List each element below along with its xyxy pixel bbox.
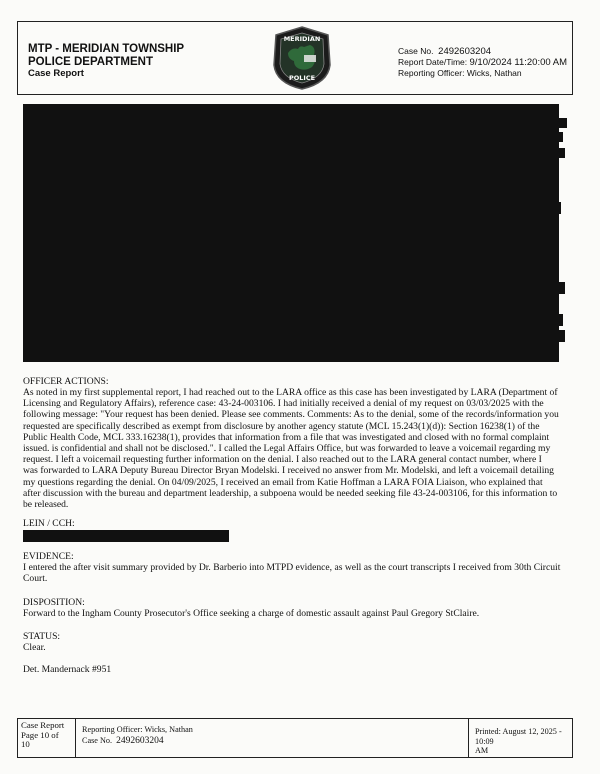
officer-actions-line: my questions regarding the denial. On 04/09/2025, I received an email from Katie Hoffman a LARA FOIA Liaison, who explained that [23, 476, 543, 488]
officer-actions-line: was forwarded to LARA Deputy Bureau Director Bryan Modelski. I received no answer from Mr. Modelski, and left a voicemail detailing [23, 465, 554, 477]
evidence-text [23, 562, 568, 584]
lein-label: LEIN / CCH: [23, 518, 75, 529]
officer-actions-line: As noted in my first supplemental report, I had reached out to the LARA office as this case has been investigated by LARA (Department of [23, 387, 558, 398]
officer-actions-label: OFFICER ACTIONS: [23, 376, 109, 387]
footer-doc-type: Case Report [21, 720, 65, 730]
police-badge-logo [270, 25, 334, 91]
evidence-label: EVIDENCE: [23, 551, 74, 562]
reporting-officer-label: Reporting Officer: [398, 68, 465, 78]
footer-printed-cell [469, 719, 573, 757]
footer-case-no-label: Case No. [82, 735, 113, 745]
report-datetime-label: Report Date/Time: [398, 57, 468, 67]
officer-actions-text [23, 387, 568, 510]
status-text: Clear. [23, 642, 46, 653]
badge-bottom-text: POLICE [288, 74, 316, 82]
footer-officer-value: Wicks, Nathan [144, 725, 193, 734]
footer-page-line-1: Page 10 of [21, 729, 59, 740]
signature: Det. Mandernack #951 [23, 664, 112, 675]
officer-actions-line: after discussion with the bureau and department leadership, a subpoena would be needed seeking file 43-24-003106, for this information to [23, 487, 558, 499]
report-body [23, 104, 573, 709]
footer-officer-cell [76, 719, 469, 757]
officer-actions-line: request. I left a voicemail requesting further information on the denial. I also reached out to the LARA general contact number, where I [23, 454, 542, 466]
badge-top-text: MERIDIAN [283, 35, 321, 43]
officer-actions-line: following message: "Your request has been denied. Please see comments. Comments: As to the denial, some of the records/information you [23, 409, 559, 421]
footer-page-line-2: 10 [21, 739, 30, 749]
footer-page-cell [18, 719, 76, 757]
agency-line-1: MTP - MERIDIAN TOWNSHIP [28, 43, 185, 55]
lein-redaction-bar [23, 530, 229, 542]
report-header [17, 21, 573, 95]
officer-actions-line: Public Health Code, MCL 333.16238(1), provides that information from a file that was investigated and closed with no formal complaint [23, 431, 550, 443]
disposition-text: Forward to the Ingham County Prosecutor's Office seeking a charge of domestic assault against Paul Gregory StClaire. [23, 608, 480, 619]
reporting-officer-value: Wicks, Nathan [466, 68, 522, 78]
agency-block [28, 43, 184, 81]
officer-actions-line: be released. [23, 499, 69, 511]
footer-printed-label: Printed: [475, 727, 501, 736]
evidence-line: Court. [23, 573, 48, 585]
officer-actions-line: issued. is confidential and shall not be disclosed.". I called the Legal Affairs Office, but was forwarded to leave a voicemail regarding my [23, 443, 551, 455]
case-meta [398, 46, 567, 79]
disposition-label: DISPOSITION: [23, 597, 85, 608]
status-label: STATUS: [23, 631, 61, 642]
agency-line-2: POLICE DEPARTMENT [28, 55, 154, 68]
officer-actions-line: Licensing and Regulatory Affairs), reference case: 43-24-003106. I had initially received a denial of my request on 03/03/2025 with the [23, 398, 544, 410]
footer-case-no-value: 2492603204 [116, 735, 164, 746]
footer-printed-value: August 12, 2025 - 10:09 [475, 727, 562, 746]
redaction-block [23, 104, 573, 364]
officer-actions-line: requested are specifically described as exempt from disclosure by another agency statute (MCL 15.243(1)(d)): Section 16238(1) of the [23, 420, 540, 432]
report-datetime-value: 9/10/2024 11:20:00 AM [469, 57, 568, 68]
document-type: Case Report [28, 68, 84, 79]
case-no-value: 2492603204 [438, 46, 492, 57]
case-no-label: Case No. [398, 46, 434, 56]
footer-officer-label: Reporting Officer: [82, 725, 143, 734]
footer-printed-ampm: AM [475, 746, 489, 755]
evidence-line: I entered the after visit summary provided by Dr. Barberio into MTPD evidence, as well as the court transcripts I received from 30th Circuit [23, 562, 561, 573]
report-footer [17, 718, 573, 758]
